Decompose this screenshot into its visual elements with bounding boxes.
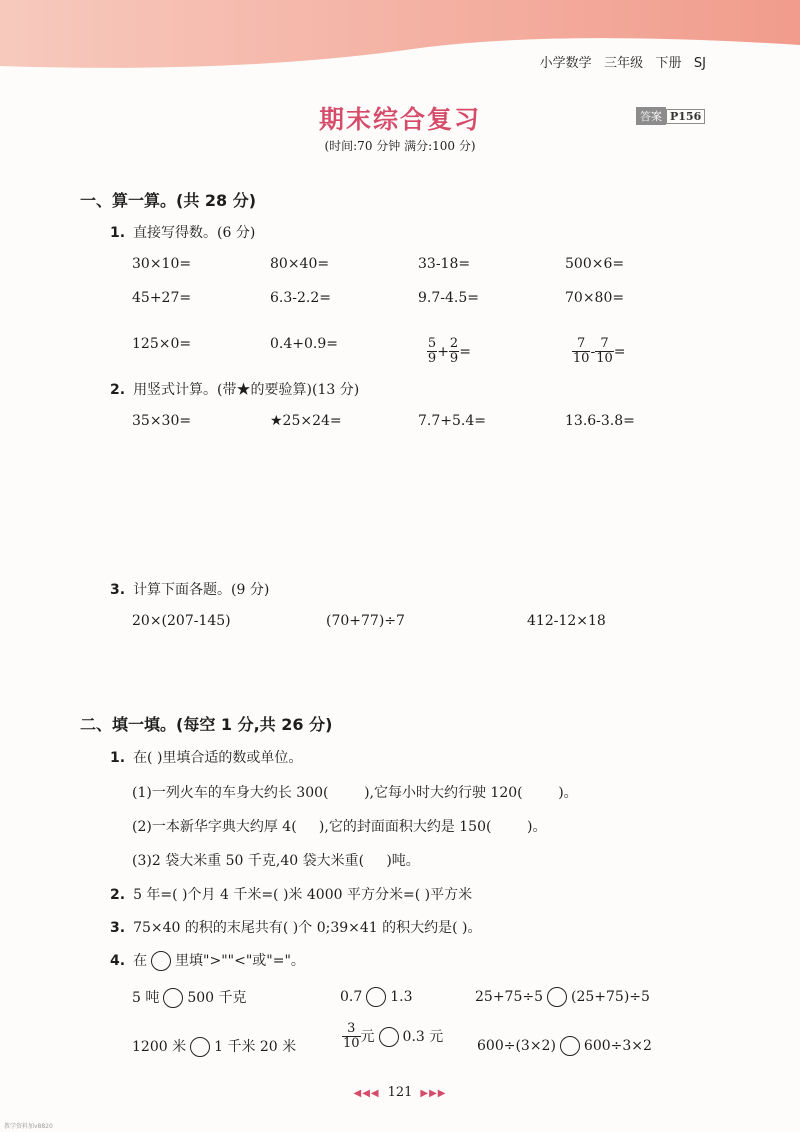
compare-item: $\frac{3}{10}$ 元 0.3 元 [343,1021,444,1052]
fill-line: (2)一本新华字典大约厚 4( ),它的封面面积大约是 150( )。 [132,819,547,835]
fill-line: (1)一列火车的车身大约长 300( ),它每小时大约行驶 120( )。 [132,785,578,801]
answer-tag: 答案 [636,107,666,125]
header-info: 小学数学 三年级 下册 SJ [539,56,706,71]
compare-item: 1200 米 1 千米 20 米 [132,1039,297,1055]
fraction-expression: $\frac{7}{10}$ - $\frac{7}{10}$ = [572,336,626,367]
compare-circle-icon[interactable] [366,987,386,1007]
calc-item: 500×6= [565,256,625,272]
s2-q2: 2. 5 年=( )个月 4 千米=( )米 4000 平方分米=( )平方米 [110,887,473,903]
s1-q2: 2. 用竖式计算。(带★的要验算)(13 分) [110,382,360,398]
expression-item: 412-12×18 [527,613,606,629]
compare-circle-icon[interactable] [379,1027,399,1047]
vertical-calc-item: 35×30= [132,413,192,429]
s1-q1: 1. 直接写得数。(6 分) [110,225,256,241]
answer-page: P156 [666,109,705,124]
vertical-calc-item: ★25×24= [270,413,342,429]
s2-q1: 1. 在( )里填合适的数或单位。 [110,750,303,766]
exam-info: (时间:70 分钟 满分:100 分) [324,139,476,153]
compare-item: 0.7 1.3 [340,989,413,1005]
calc-item: 9.7-4.5= [418,290,479,306]
left-arrows-icon: ◀◀◀ [353,1088,380,1099]
compare-item: 5 吨 500 千克 [132,990,247,1006]
fill-line: (3)2 袋大米重 50 千克,40 袋大米重( )吨。 [132,853,420,869]
vertical-calc-item: 13.6-3.8= [565,413,635,429]
page-title: 期末综合复习 [318,105,481,134]
vertical-calc-item: 7.7+5.4= [418,413,486,429]
compare-circle-icon[interactable] [190,1037,210,1057]
page-footer [0,1085,800,1100]
calc-item: 6.3-2.2= [270,290,331,306]
compare-circle-icon[interactable] [547,987,567,1007]
s2-q4: 4. 在 里填">""<"或"="。 [110,953,305,969]
watermark: 教学资料加v8820 [4,1123,53,1130]
expression-item: (70+77)÷7 [326,613,405,629]
calc-item: 80×40= [270,256,330,272]
compare-item: 25+75÷5 (25+75)÷5 [475,989,650,1005]
compare-circle-icon [151,951,171,971]
answer-reference [636,107,705,125]
section1-heading: 一、算一算。(共 28 分) [80,191,257,210]
expression-item: 20×(207-145) [132,613,231,629]
compare-circle-icon[interactable] [163,988,183,1008]
calc-item: 45+27= [132,290,192,306]
calc-item: 30×10= [132,256,192,272]
calc-item: 70×80= [565,290,625,306]
right-arrows-icon: ▶▶▶ [420,1088,447,1099]
s1-q3: 3. 计算下面各题。(9 分) [110,582,270,598]
page-number: 121 [387,1085,413,1100]
fraction-expression: $\frac{5}{9}$ + $\frac{2}{9}$ = [427,336,471,367]
s2-q3: 3. 75×40 的积的末尾共有( )个 0;39×41 的积大约是( )。 [110,920,482,936]
calc-item: 125×0= [132,336,192,352]
compare-circle-icon[interactable] [560,1036,580,1056]
calc-item: 33-18= [418,256,471,272]
section2-heading: 二、填一填。(每空 1 分,共 26 分) [80,715,333,734]
calc-item: 0.4+0.9= [270,336,338,352]
compare-item: 600÷(3×2) 600÷3×2 [477,1038,652,1054]
